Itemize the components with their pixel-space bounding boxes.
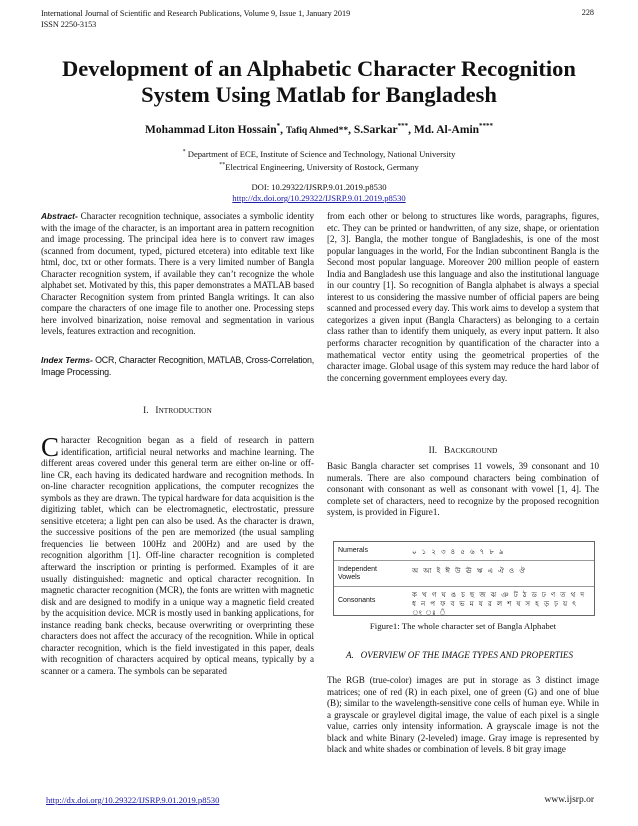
row-label: Consonants <box>338 597 376 604</box>
subsection-heading-a <box>346 650 586 662</box>
footer-website: www.ijsrp.or <box>544 795 594 805</box>
row-characters: অ আ ই ঈ উ ঊ ঋ এ ঐ ও ঔ <box>412 566 527 575</box>
figure-row-consonants <box>334 587 594 615</box>
page-number: 228 <box>581 8 594 17</box>
running-header <box>41 8 601 30</box>
doi-link[interactable]: http://dx.doi.org/10.29322/IJSRP.9.01.2019.p8530 <box>232 193 406 203</box>
author-separator: , <box>408 123 414 136</box>
abstract-label: Abstract- <box>41 211 78 221</box>
author-separator: , <box>280 123 286 136</box>
footer-doi-link[interactable]: http://dx.doi.org/10.29322/IJSRP.9.01.2019.p8530 <box>46 795 220 805</box>
row-characters: ক খ গ ঘ ঙ চ ছ জ ঝ ঞ ট ঠ ড ঢ ণ ত থ দ ধ ন প ফ ব ভ ম য র ল শ ষ স হ ড় ঢ় য় ৎ ং ঃ ঁ <box>412 590 586 617</box>
affiliation-2 <box>30 160 608 173</box>
affiliation-text: Department of ECE, Institute of Science and Technology, National University <box>185 148 456 159</box>
author-3: S.Sarkar <box>353 123 398 136</box>
introduction-continued: from each other or belong to structures like words, paragraphs, figures, etc. They can be printed or handwritten, of any size, shape, or orientation [2, 3]. Bangla, the mother tongue of Bangladeshis, is one of the most popular languages in the world, For the Indian subcontinent Bangla is the Second most popular language. Moreover 200 million people of eastern India and Bangladesh use this language and also the institutional language in our country [1]. So recognition of Bangla alphabet is always a special interest to us considering the massive number of official papers are being scanned and processed every day. This work aims to develop a system that categorizes a given input (Bangla Characters) as belonging to a certain class rather than to identify them uniquely, as every input pattern. It also performs character recognition by quantification of the character into a mathematical vector entity using the geometrical properties of the character image. Global usage of this system may reduce the hard labor of the concerning government employees every day. <box>327 211 599 383</box>
journal-name: International Journal of Scientific and Research Publications, Volume 9, Issue 1, January 2019 <box>41 9 351 18</box>
introduction-text: haracter Recognition began as a field of research in pattern identification, artificial neural networks and machine learning. The different areas covered under this general term are either on-line or off-line CR, each having its dedicated hardware and recognition methods. In on-line character recognition applications, the computer recognizes the symbols as they are drawn. The typical hardware for data acquisition is the digitizing tablet, which can be electromagnetic, electrostatic, pressure sensitive etcetera; a light pen can also be used. As the character is drawn, the successive positions of the pen are memorized (the usual sampling frequencies lie between 100Hz and 200Hz) and are used by the recognition algorithm [1]. Off-line character recognition is completed afterward the inscription or printing is performed. Examples of it are usually distinguished: magnetic and optical character recognition. In magnetic character recognition (MCR), the fonts are written with magnetic disk and are designed to modify in a unique way a magnetic field created by the acquisition device. MCR is mostly used in banking applications, for instance reading bank checks, because overwriting or overprinting these characters does not affect the accuracy of the recognition. While in optical character recognition, which is the field investigated in this paper, deals with recognition of characters acquired by optical means, typically by a scanner or a camera. The symbols can be separated <box>41 435 314 676</box>
subsection-title: OVERVIEW OF THE IMAGE TYPES AND PROPERTIES <box>360 650 573 660</box>
section-title-rest: NTRODUCTION <box>158 406 212 415</box>
author-2: Tafiq Ahmed** <box>285 125 349 136</box>
author-4-mark: **** <box>479 122 494 130</box>
abstract <box>41 211 314 338</box>
section-numeral: II. <box>428 445 438 455</box>
author-4: Md. Al-Amin <box>413 123 480 136</box>
author-1-mark: * <box>276 122 281 130</box>
affiliation-1 <box>30 147 608 160</box>
section-title-rest: ACKGROUND <box>450 446 498 455</box>
section-heading-background <box>327 445 599 455</box>
author-3-mark: *** <box>397 122 409 130</box>
issn: ISSN 2250-3153 <box>41 20 97 29</box>
section-numeral: I. <box>143 405 149 415</box>
row-characters: ০ ১ ২ ৩ ৪ ৫ ৬ ৭ ৮ ৯ <box>412 547 506 556</box>
footer-doi <box>46 795 219 805</box>
drop-cap: C <box>41 432 60 462</box>
image-types-paragraph: The RGB (true-color) images are put in storage as 3 distinct image matrices; one of red (R) in each pixel, one of green (G) and one of blue (B); similar to the wavelength-sensitive cone cells of human eye. While in a grayscale or graylevel digital image, the value of each pixel is a single value, carries only intensity information. A grayscale image is not the black and white Binary (2-leveled) image. Gray image is represented by black and white shades or combination of levels. 8 bit gray image <box>327 675 599 755</box>
affiliation-mark: ** <box>219 162 226 169</box>
section-initial: B <box>443 445 451 455</box>
affiliations <box>30 147 608 174</box>
doi-text: DOI: 10.29322/IJSRP.9.01.2019.p8530 <box>251 182 387 192</box>
index-terms-text: OCR, Character Recognition, MATLAB, Cross-Correlation, Image Processing. <box>41 355 314 377</box>
section-initial: I <box>155 405 159 415</box>
subsection-letter: A. <box>346 650 354 660</box>
background-paragraph: Basic Bangla character set comprises 11 vowels, 39 consonant and 10 numerals. There are also compound characters being combination of consonant with consonant as well as consonant with vowel [1, 4]. The complete set of characters, need to recognize by the proposed recognition system, is provided in Figure1. <box>327 461 599 518</box>
figure-1-caption: Figure1: The whole character set of Bangla Alphabet <box>369 621 557 631</box>
figure-1-table <box>333 541 595 616</box>
abstract-text: Character recognition technique, associates a symbolic identity with the image of the character, is an important area in pattern recognition and image processing. The principal idea here is to convert raw images (scanned from document, typed, pictured etcetera) into editable text like html, doc, txt or other formats. There is a very limited number of Bangla Character recognition system, if available they can’t recognize the whole alphabet set. Motivated by this, this paper demonstrates a MATLAB based Character Recognition system from printed Bangla writings. It can also compare the characters of one image file to another one. Processing steps here involved binarization, noise removal and segmentation in various levels, features extraction and recognition. <box>41 211 314 337</box>
section-heading-introduction <box>41 405 314 415</box>
affiliation-mark: * <box>182 149 186 155</box>
index-terms-label: Index Terms- <box>41 355 93 365</box>
affiliation-text: Electrical Engineering, University of Rostock, Germany <box>225 162 419 173</box>
index-terms <box>41 355 314 378</box>
paper-title: Development of an Alphabetic Character Recognition System Using Matlab for Bangladesh <box>62 56 576 107</box>
figure-row-vowels <box>334 561 594 587</box>
author-1: Mohammad Liton Hossain <box>144 123 277 136</box>
row-label: Numerals <box>338 547 368 554</box>
author-list <box>30 122 608 136</box>
row-label: Independent Vowels <box>338 566 377 581</box>
introduction-paragraph <box>41 432 314 677</box>
doi-block <box>30 182 608 204</box>
author-separator: , <box>348 123 354 136</box>
figure-row-numerals <box>334 542 594 561</box>
